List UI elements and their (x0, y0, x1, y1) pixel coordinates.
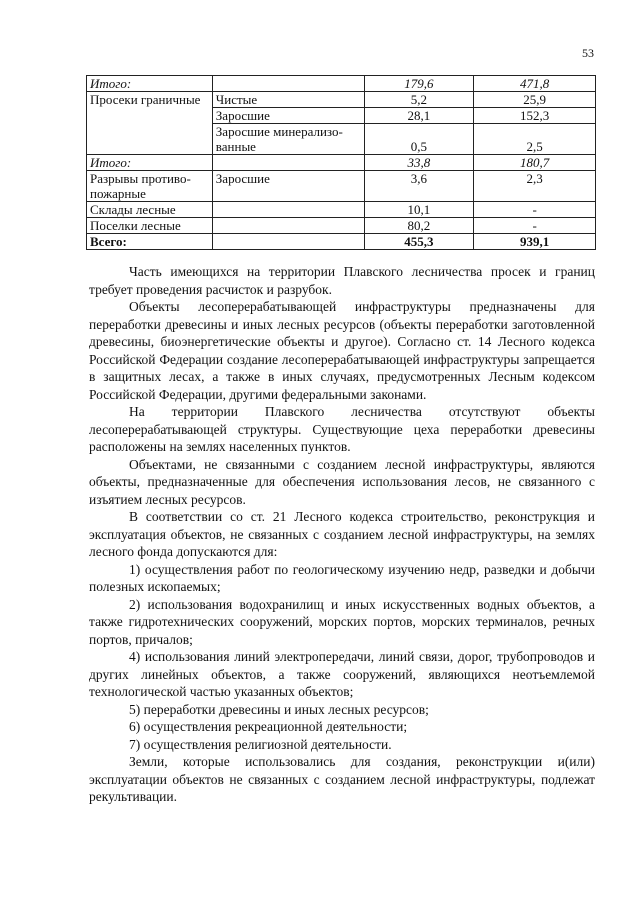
paragraph: Земли, которые использовались для создания, реконструкции и(или) эксплуатации объектов не связанных с созданием лесной инфраструктуры, подлежат рекультивации. (89, 754, 595, 804)
paragraph: В соответствии со ст. 21 Лесного кодекса строительство, реконструкция и эксплуатация объектов, не связанных с созданием лесной инфраструктуры, на землях лесного фонда допускаются для: (89, 509, 595, 559)
table-cell (212, 218, 364, 234)
table-row-total (87, 234, 596, 250)
table-row (87, 76, 596, 92)
forest-infrastructure-table (86, 75, 596, 250)
table-cell: Заросшие минерализо-ванные (212, 124, 364, 155)
table-cell: - (474, 202, 596, 218)
table-cell (212, 76, 364, 92)
list-item: 2) использования водохранилищ и иных искусственных водных объектов, а также гидротехнических сооружений, морских портов, морских терминалов, речных портов, причалов; (89, 596, 595, 647)
table-cell: 28,1 (364, 108, 474, 124)
table-cell: 471,8 (474, 76, 596, 92)
table-cell: Склады лесные (87, 202, 213, 218)
table-cell: 179,6 (364, 76, 474, 92)
table-cell: Разрывы противо-пожарные (87, 171, 213, 202)
table-cell: Итого: (87, 76, 213, 92)
list-item: 7) осуществления религиозной деятельности. (129, 736, 392, 752)
table-row (87, 92, 596, 108)
table-cell: 180,7 (474, 155, 596, 171)
table-cell (212, 155, 364, 171)
table-cell: 80,2 (364, 218, 474, 234)
paragraph: На территории Плавского лесничества отсутствуют объекты лесоперерабатывающей структуры. Существующие цеха переработки древесины расположены на землях населенных пунктов. (89, 404, 595, 454)
table-cell: 10,1 (364, 202, 474, 218)
list-item: 1) осуществления работ по геологическому изучению недр, разведки и добычи полезных ископаемых; (89, 561, 595, 594)
paragraph: Объекты лесоперерабатывающей инфраструктуры предназначены для переработки древесины и иных лесных ресурсов (объекты переработки заготовленной древесины, биоэнергетические объекты и другое). Согласно ст. 14 Лесного кодекса Российской Федерации создание лесоперерабатывающей инфраструктуры запрещается в защитных лесах, а также в иных случаях, предусмотренных Лесным кодексом Российской Федерации, другими федеральными законами. (89, 299, 595, 402)
table-row (87, 202, 596, 218)
table-cell: 3,6 (364, 171, 474, 202)
list-item: 6) осуществления рекреационной деятельности; (129, 719, 408, 734)
table-cell: Всего: (87, 234, 213, 250)
table-cell (212, 202, 364, 218)
table-cell: 33,8 (364, 155, 474, 171)
table-cell: - (474, 218, 596, 234)
list-item: 4) использования линий электропередачи, линий связи, дорог, трубопроводов и других линейных объектов, а также сооружений, являющихся неотъемлемой технологической частью указанных объектов; (89, 649, 595, 699)
table-cell: 939,1 (474, 234, 596, 250)
table-row (87, 155, 596, 171)
table-cell: Заросшие (212, 108, 364, 124)
body-text (89, 263, 595, 806)
table-body (87, 76, 596, 250)
table-row (87, 218, 596, 234)
table-cell: 152,3 (474, 108, 596, 124)
table-cell: 2,5 (474, 124, 596, 155)
table-cell: Заросшие (212, 171, 364, 202)
table-cell: Итого: (87, 155, 213, 171)
table-cell: 455,3 (364, 234, 474, 250)
paragraph: Часть имеющихся на территории Плавского лесничества просек и границ требует проведения расчисток и разрубок. (89, 264, 595, 297)
table-cell (212, 234, 364, 250)
table-cell: Поселки лесные (87, 218, 213, 234)
page-number: 53 (582, 46, 594, 60)
paragraph: Объектами, не связанными с созданием лесной инфраструктуры, являются объекты, предназначенные для обеспечения использования лесов, не связанного с изъятием лесных ресурсов. (89, 456, 595, 507)
table-cell: Просеки граничные (87, 92, 213, 155)
table-cell: 5,2 (364, 92, 474, 108)
table-cell: 0,5 (364, 124, 474, 155)
table-cell: 25,9 (474, 92, 596, 108)
table-row (87, 171, 596, 202)
table-cell: Чистые (212, 92, 364, 108)
table-cell: 2,3 (474, 171, 596, 202)
list-item: 5) переработки древесины и иных лесных ресурсов; (129, 701, 429, 717)
